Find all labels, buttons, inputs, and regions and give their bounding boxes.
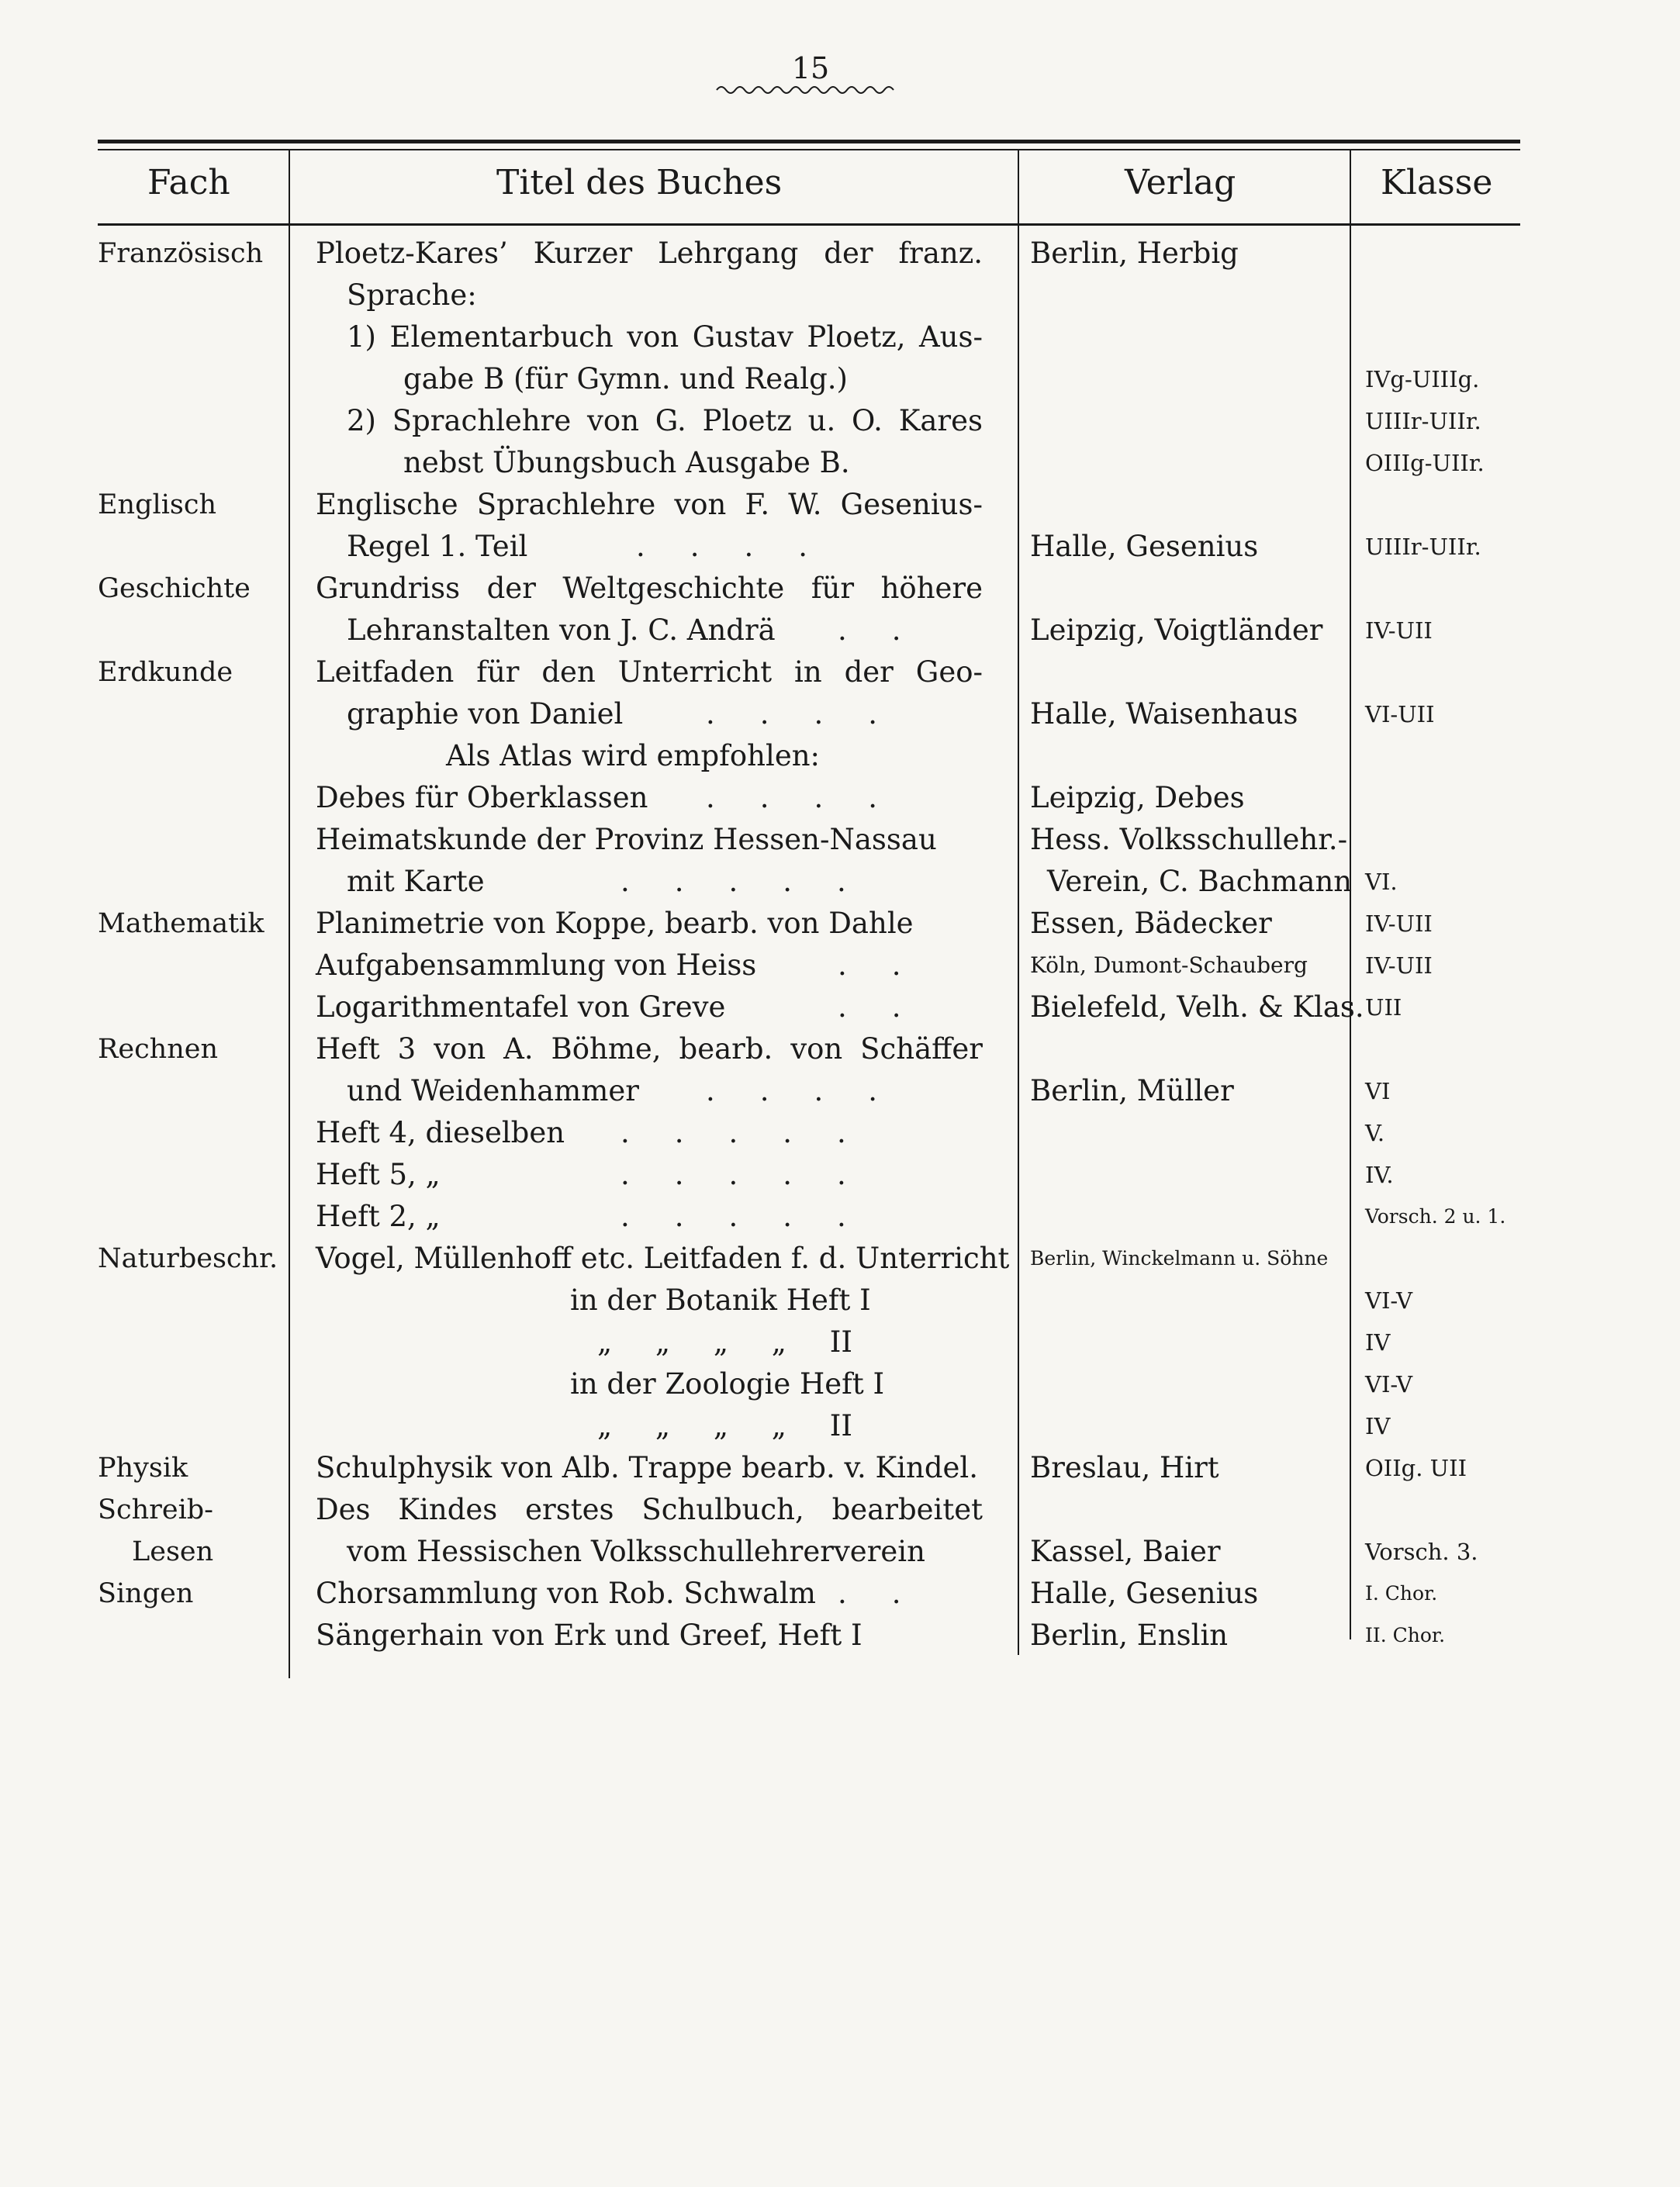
leader-dots: .....: [620, 865, 891, 898]
cell-verlag: Halle, Gesenius: [1030, 1577, 1259, 1610]
leader-dots: ..: [838, 990, 946, 1024]
cell-fach: Lesen: [132, 1536, 214, 1567]
table-row: [0, 275, 1680, 316]
table-row: [0, 1280, 1680, 1322]
cell-titel: graphie von Daniel: [347, 697, 624, 731]
leader-dots: ....: [636, 530, 853, 563]
table-row: [0, 1447, 1680, 1489]
table-row: [0, 1573, 1680, 1615]
table-row: [0, 777, 1680, 819]
cell-titel: Planimetrie von Koppe, bearb. von Dahle: [316, 907, 914, 940]
cell-fach: Naturbeschr.: [98, 1243, 278, 1274]
table-row: [0, 1154, 1680, 1196]
cell-verlag: Köln, Dumont-Schauberg: [1030, 952, 1308, 978]
cell-fach: Singen: [98, 1578, 194, 1609]
table-row: [0, 1489, 1680, 1531]
cell-klasse: V.: [1365, 1120, 1385, 1146]
cell-titel: 1) Elementarbuch von Gustav Ploetz, Aus-: [347, 320, 983, 354]
cell-klasse: IV-UII: [1365, 617, 1433, 644]
cell-verlag: Essen, Bädecker: [1030, 907, 1272, 940]
cell-klasse: I. Chor.: [1365, 1582, 1438, 1605]
cell-klasse: IV-UII: [1365, 910, 1433, 937]
cell-klasse: IVg-UIIIg.: [1365, 366, 1480, 392]
cell-klasse: VI.: [1365, 869, 1398, 895]
leader-dots: ....: [706, 781, 923, 814]
table-row: [0, 819, 1680, 861]
table-row: [0, 1070, 1680, 1112]
cell-verlag: Kassel, Baier: [1030, 1535, 1221, 1568]
cell-fach: Rechnen: [98, 1034, 219, 1065]
page-number: 15: [791, 51, 830, 85]
cell-titel: Heimatskunde der Provinz Hessen-Nassau: [316, 823, 937, 856]
cell-titel: Logarithmentafel von Greve: [316, 990, 726, 1024]
cell-titel: und Weidenhammer: [347, 1074, 639, 1107]
cell-titel: gabe B (für Gymn. und Realg.): [403, 362, 848, 396]
cell-titel: Grundriss der Weltgeschichte für höhere: [316, 572, 983, 605]
cell-klasse: OIIIg-UIIr.: [1365, 450, 1485, 476]
cell-titel: Englische Sprachlehre von F. W. Gesenius-: [316, 488, 983, 521]
cell-klasse: IV-UII: [1365, 952, 1433, 979]
header-titel: Titel des Buches: [496, 163, 783, 202]
cell-fach: Erdkunde: [98, 657, 233, 688]
table-top-rule: [98, 140, 1520, 143]
table-row: [0, 400, 1680, 442]
cell-titel: Des Kindes erstes Schulbuch, bearbeitet: [316, 1493, 983, 1526]
cell-titel: Leitfaden für den Unterricht in der Geo-: [316, 655, 983, 689]
cell-klasse: II. Chor.: [1365, 1624, 1446, 1646]
cell-titel: Ploetz-Kares’ Kurzer Lehrgang der franz.: [316, 237, 983, 270]
table-row: [0, 316, 1680, 358]
table-row: [0, 861, 1680, 903]
leader-dots: .....: [620, 1116, 891, 1149]
cell-klasse: IV: [1365, 1329, 1391, 1356]
cell-klasse: UIIIr-UIIr.: [1365, 534, 1481, 560]
cell-verlag: Leipzig, Voigtländer: [1030, 613, 1323, 647]
table-row: [0, 442, 1680, 484]
table-row: [0, 1405, 1680, 1447]
cell-klasse: VI-UII: [1365, 701, 1435, 727]
table-row: [0, 233, 1680, 275]
cell-verlag: Halle, Gesenius: [1030, 530, 1259, 563]
cell-fach: Geschichte: [98, 573, 251, 604]
cell-fach: Physik: [98, 1453, 188, 1484]
cell-titel: Debes für Oberklassen: [316, 781, 648, 814]
cell-titel: in der Botanik Heft I: [570, 1284, 871, 1317]
cell-verlag: Breslau, Hirt: [1030, 1451, 1219, 1484]
cell-titel: Chorsammlung von Rob. Schwalm: [316, 1577, 816, 1610]
table-row: [0, 903, 1680, 945]
cell-titel: Regel 1. Teil: [347, 530, 528, 563]
header-verlag: Verlag: [1125, 163, 1236, 202]
table-row: [0, 1322, 1680, 1363]
cell-verlag: Halle, Waisenhaus: [1030, 697, 1298, 731]
leader-dots: ..: [838, 1577, 946, 1610]
cell-klasse: Vorsch. 3.: [1365, 1539, 1478, 1565]
leader-dots: .....: [620, 1158, 891, 1191]
cell-verlag: Leipzig, Debes: [1030, 781, 1245, 814]
cell-titel: Schulphysik von Alb. Trappe bearb. v. Kindel.: [316, 1451, 979, 1484]
cell-titel: Sängerhain von Erk und Greef, Heft I: [316, 1619, 862, 1652]
header-rule: [98, 223, 1520, 226]
cell-titel: vom Hessischen Volksschullehrerverein: [347, 1535, 925, 1568]
table-body: [0, 233, 1680, 1657]
table-row: [0, 1028, 1680, 1070]
table-row: [0, 1615, 1680, 1657]
cell-titel: mit Karte: [347, 865, 485, 898]
cell-titel: nebst Übungsbuch Ausgabe B.: [403, 446, 850, 479]
cell-fach: Englisch: [98, 489, 216, 520]
cell-titel: Heft 3 von A. Böhme, bearb. von Schäffer: [316, 1032, 983, 1066]
cell-klasse: IV.: [1365, 1162, 1394, 1188]
table-row: [0, 1531, 1680, 1573]
cell-fach: Französisch: [98, 238, 264, 269]
leader-dots: ..: [838, 948, 946, 982]
cell-verlag: Berlin, Enslin: [1030, 1619, 1229, 1652]
cell-titel: Sprache:: [347, 278, 477, 312]
cell-titel: 2) Sprachlehre von G. Ploetz u. O. Kares: [347, 404, 983, 437]
header-fach: Fach: [147, 163, 230, 202]
cell-titel: Heft 4, dieselben: [316, 1116, 565, 1149]
table-row: [0, 651, 1680, 693]
cell-klasse: VI-V: [1365, 1287, 1413, 1314]
table-row: [0, 484, 1680, 526]
table-row: [0, 1196, 1680, 1238]
table-row: [0, 568, 1680, 610]
cell-klasse: VI: [1365, 1078, 1391, 1104]
cell-verlag: Berlin, Herbig: [1030, 237, 1239, 270]
cell-titel: Aufgabensammlung von Heiss: [316, 948, 757, 982]
cell-titel: „ „ „ „ II: [597, 1325, 852, 1359]
cell-klasse: UIIIr-UIIr.: [1365, 408, 1481, 434]
leader-dots: ....: [706, 1074, 923, 1107]
leader-dots: .....: [620, 1200, 891, 1233]
cell-verlag: Berlin, Müller: [1030, 1074, 1234, 1107]
table-row: [0, 1238, 1680, 1280]
cell-klasse: Vorsch. 2 u. 1.: [1365, 1205, 1506, 1228]
cell-verlag: Verein, C. Bachmann: [1047, 865, 1353, 898]
cell-fach: Mathematik: [98, 908, 264, 939]
cell-titel: Als Atlas wird empfohlen:: [446, 739, 821, 772]
table-top-rule-thin: [98, 149, 1520, 150]
cell-titel: „ „ „ „ II: [597, 1409, 852, 1442]
cell-verlag: Hess. Volksschullehr.-: [1030, 823, 1348, 856]
cell-klasse: VI-V: [1365, 1371, 1413, 1398]
cell-titel: in der Zoologie Heft I: [570, 1367, 885, 1401]
cell-titel: Lehranstalten von J. C. Andrä: [347, 613, 776, 647]
table-row: [0, 610, 1680, 651]
cell-klasse: UII: [1365, 994, 1402, 1021]
cell-titel: Heft 5, „: [316, 1158, 441, 1191]
header-klasse: Klasse: [1381, 163, 1493, 202]
cell-titel: Heft 2, „: [316, 1200, 441, 1233]
table-row: [0, 693, 1680, 735]
table-row: [0, 1112, 1680, 1154]
leader-dots: ..: [838, 613, 946, 647]
wavy-ornament: [714, 81, 900, 99]
cell-klasse: OIIg. UII: [1365, 1455, 1467, 1481]
table-row: [0, 1363, 1680, 1405]
cell-titel: Vogel, Müllenhoff etc. Leitfaden f. d. Unterricht: [316, 1242, 1010, 1275]
cell-klasse: IV: [1365, 1413, 1391, 1439]
table-row: [0, 735, 1680, 777]
cell-fach: Schreib-: [98, 1494, 213, 1525]
table-row: [0, 358, 1680, 400]
table-row: [0, 526, 1680, 568]
cell-verlag: Berlin, Winckelmann u. Söhne: [1030, 1247, 1329, 1270]
table-row: [0, 945, 1680, 986]
leader-dots: ....: [706, 697, 923, 731]
table-row: [0, 986, 1680, 1028]
cell-verlag: Bielefeld, Velh. & Klas.: [1030, 990, 1364, 1024]
